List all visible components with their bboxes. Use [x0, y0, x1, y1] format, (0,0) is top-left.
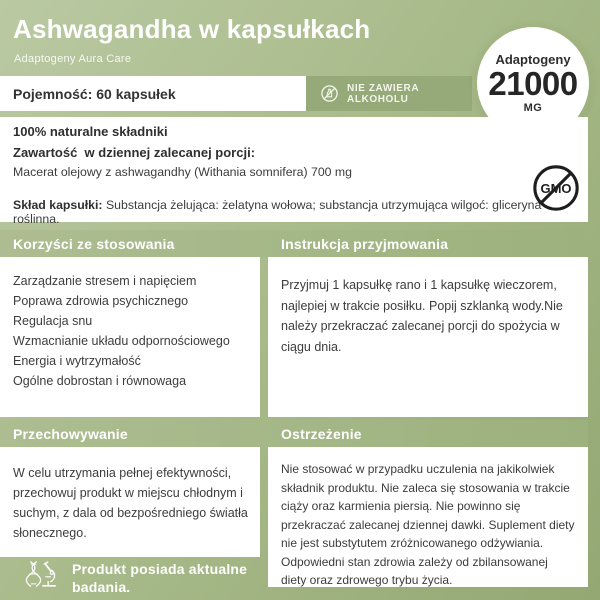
instructions-panel — [268, 257, 588, 417]
natural-claim: 100% naturalne składniki — [13, 124, 168, 139]
capacity-label: Pojemność: 60 kapsułek — [13, 85, 176, 102]
ingredients-panel — [0, 117, 588, 226]
section-header-storage: Przechowywanie — [13, 425, 128, 442]
section-header-instructions: Instrukcja przyjmowania — [281, 235, 449, 252]
daily-portion-value: Macerat olejowy z ashwagandhy (Withania somnifera) 700 mg — [13, 165, 353, 179]
page-title: Ashwagandha w kapsułkach — [13, 14, 371, 44]
storage-panel — [0, 447, 260, 557]
capsule-composition-label: Skład kapsułki: — [13, 198, 103, 212]
benefit-item: Ogólne dobrostan i równowaga — [13, 374, 187, 388]
benefit-item: Energia i wytrzymałość — [13, 354, 141, 368]
section-header-benefits: Korzyści ze stosowania — [13, 235, 175, 252]
storage-text: W celu utrzymania pełnej efektywności, przechowuj produkt w miejscu chłodnym i suchym, z dala od bezpośredniego światła słonecznego. — [13, 466, 248, 540]
svg-text:GMO: GMO — [540, 180, 572, 196]
capsule-composition — [13, 198, 568, 226]
benefit-item: Wzmacnianie układu odpornościowego — [13, 334, 230, 348]
no-alcohol-icon — [320, 84, 339, 103]
dose-badge-value: 21000 — [488, 65, 578, 103]
daily-portion-heading: Zawartość w dziennej zalecanej porcji: — [13, 145, 256, 160]
benefit-item: Poprawa zdrowia psychicznego — [13, 294, 189, 308]
capsule-composition-text: Substancja żelująca: żelatyna wołowa; substancja utrzymująca wilgoć: gliceryna roślinna. — [13, 198, 542, 226]
section-header-warning: Ostrzeżenie — [281, 425, 362, 442]
dose-badge-label: Adaptogeny — [495, 52, 571, 68]
dna-microscope-icon — [25, 557, 59, 596]
no-alcohol-label: NIE ZAWIERA ALKOHOLU — [347, 82, 419, 105]
gmo-free-icon — [531, 163, 581, 218]
dose-badge-unit: MG — [523, 101, 543, 114]
warning-panel — [268, 447, 588, 587]
benefit-item: Regulacja snu — [13, 314, 93, 328]
research-claim: Produkt posiada aktualne badania. — [72, 561, 248, 595]
no-alcohol-bar — [306, 76, 472, 111]
section-band-top — [0, 230, 588, 257]
benefit-item: Zarządzanie stresem i napięciem — [13, 274, 197, 288]
brand-subtitle: Adaptogeny Aura Care — [14, 53, 132, 65]
capacity-bar — [0, 76, 306, 111]
section-band-bottom — [0, 420, 588, 447]
instructions-text: Przyjmuj 1 kapsułkę rano i 1 kapsułkę wieczorem, najlepiej w trakcie posiłku. Popij szklanką wody.Nie należy przekraczać zalecanej porcji do spożycia w ciągu dnia. — [281, 278, 563, 354]
warning-text: Nie stosować w przypadku uczulenia na jakikolwiek składnik produktu. Nie zaleca się stosowania w trakcie ciąży oraz karmienia piersią. Nie powinno się przekraczać zalecanej dziennej dawki. Suplement diety nie jest substytutem zróżnicowanego odżywiania. Odpowiedni stan zdrowia zależy od zbilansowanej diety oraz zdrowego trybu życia. — [281, 462, 575, 587]
benefits-panel — [0, 257, 260, 417]
